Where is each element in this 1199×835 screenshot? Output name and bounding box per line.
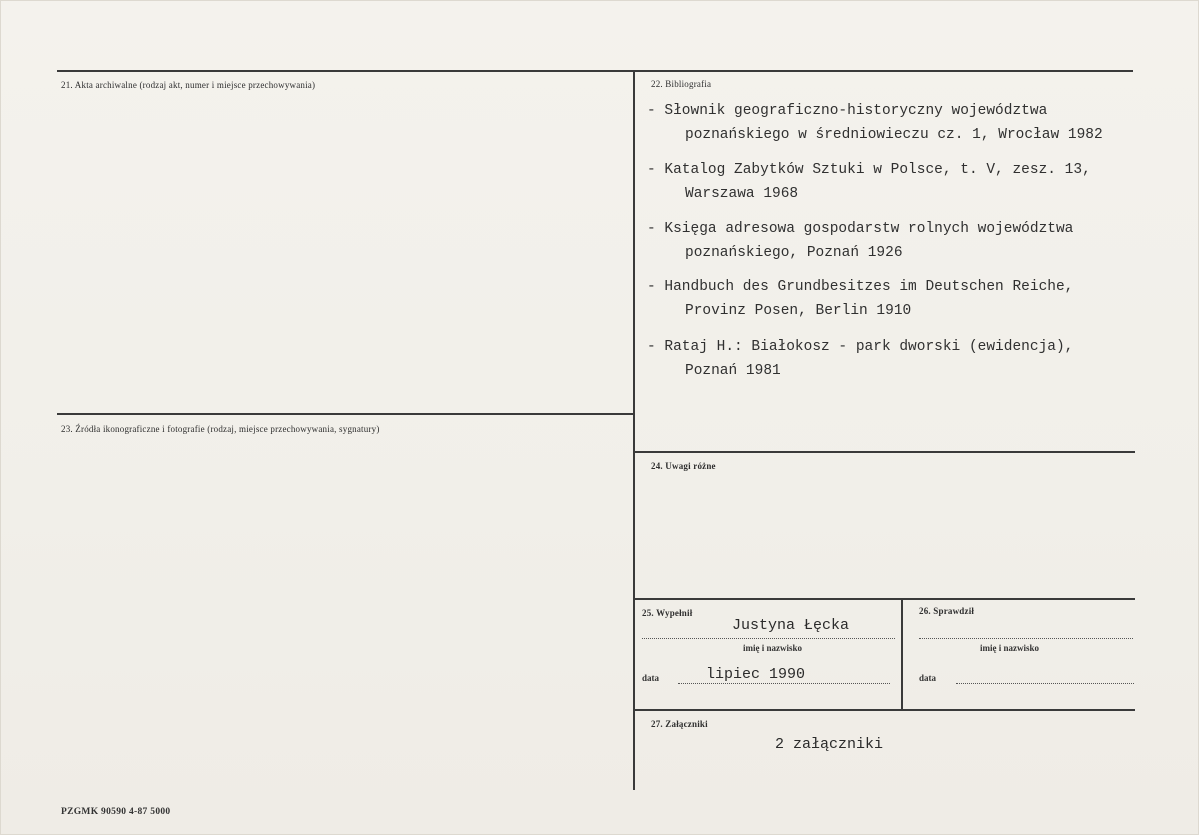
rule-22-24 bbox=[635, 451, 1135, 453]
top-rule-right bbox=[635, 70, 1133, 72]
bibliography-line: Poznań 1981 bbox=[685, 363, 781, 379]
filled-by-name-caption: imię i nazwisko bbox=[743, 643, 803, 653]
section-26-label: 26. Sprawdził bbox=[919, 606, 975, 616]
bibliography-entry bbox=[647, 158, 1177, 206]
checked-by-name-line bbox=[919, 638, 1133, 639]
bibliography-line: poznańskiego w średniowieczu cz. 1, Wrocław 1982 bbox=[685, 127, 1103, 143]
section-27-label: 27. Załączniki bbox=[651, 719, 708, 729]
bibliography-line: - Słownik geograficzno-historyczny województwa bbox=[647, 103, 1048, 119]
rule-21-23 bbox=[57, 413, 635, 415]
section-22-label: 22. Bibliografia bbox=[651, 79, 712, 89]
rule-25-27 bbox=[635, 709, 1135, 711]
section-25-label: 25. Wypełnił bbox=[642, 608, 693, 618]
bibliography-entry bbox=[647, 99, 1177, 147]
filled-by-date: lipiec 1990 bbox=[706, 666, 806, 683]
bibliography-line: poznańskiego, Poznań 1926 bbox=[685, 245, 903, 261]
top-rule-left bbox=[57, 70, 635, 72]
filled-by-name: Justyna Łęcka bbox=[732, 617, 850, 634]
section-24-label: 24. Uwagi różne bbox=[651, 461, 716, 471]
center-divider bbox=[633, 70, 635, 790]
bibliography-line: - Katalog Zabytków Sztuki w Polsce, t. V, zesz. 13, bbox=[647, 162, 1091, 178]
rule-24-25 bbox=[635, 598, 1135, 600]
attachments-value: 2 załączniki bbox=[775, 736, 884, 753]
filled-by-name-line bbox=[642, 638, 895, 639]
bibliography-line: Warszawa 1968 bbox=[685, 186, 799, 202]
bibliography-line: Provinz Posen, Berlin 1910 bbox=[685, 303, 912, 319]
checked-by-date-label: data bbox=[919, 673, 937, 683]
filled-by-date-label: data bbox=[642, 673, 660, 683]
bibliography-line: - Księga adresowa gospodarstw rolnych województwa bbox=[647, 221, 1074, 237]
filled-by-date-line bbox=[678, 683, 890, 684]
checked-by-name-caption: imię i nazwisko bbox=[980, 643, 1040, 653]
bibliography-line: - Handbuch des Grundbesitzes im Deutschen Reiche, bbox=[647, 279, 1074, 295]
bibliography-entry bbox=[647, 335, 1177, 383]
bibliography-line: - Rataj H.: Białokosz - park dworski (ewidencja), bbox=[647, 339, 1074, 355]
divider-25-26 bbox=[901, 598, 903, 710]
bibliography-entry bbox=[647, 217, 1177, 265]
section-23-label: 23. Źródła ikonograficzne i fotografie (rodzaj, miejsce przechowywania, sygnatury) bbox=[61, 424, 380, 434]
checked-by-date-line bbox=[956, 683, 1134, 684]
bibliography-entry bbox=[647, 275, 1177, 323]
section-21-label: 21. Akta archiwalne (rodzaj akt, numer i miejsce przechowywania) bbox=[61, 80, 316, 90]
print-code: PZGMK 90590 4-87 5000 bbox=[61, 807, 171, 817]
